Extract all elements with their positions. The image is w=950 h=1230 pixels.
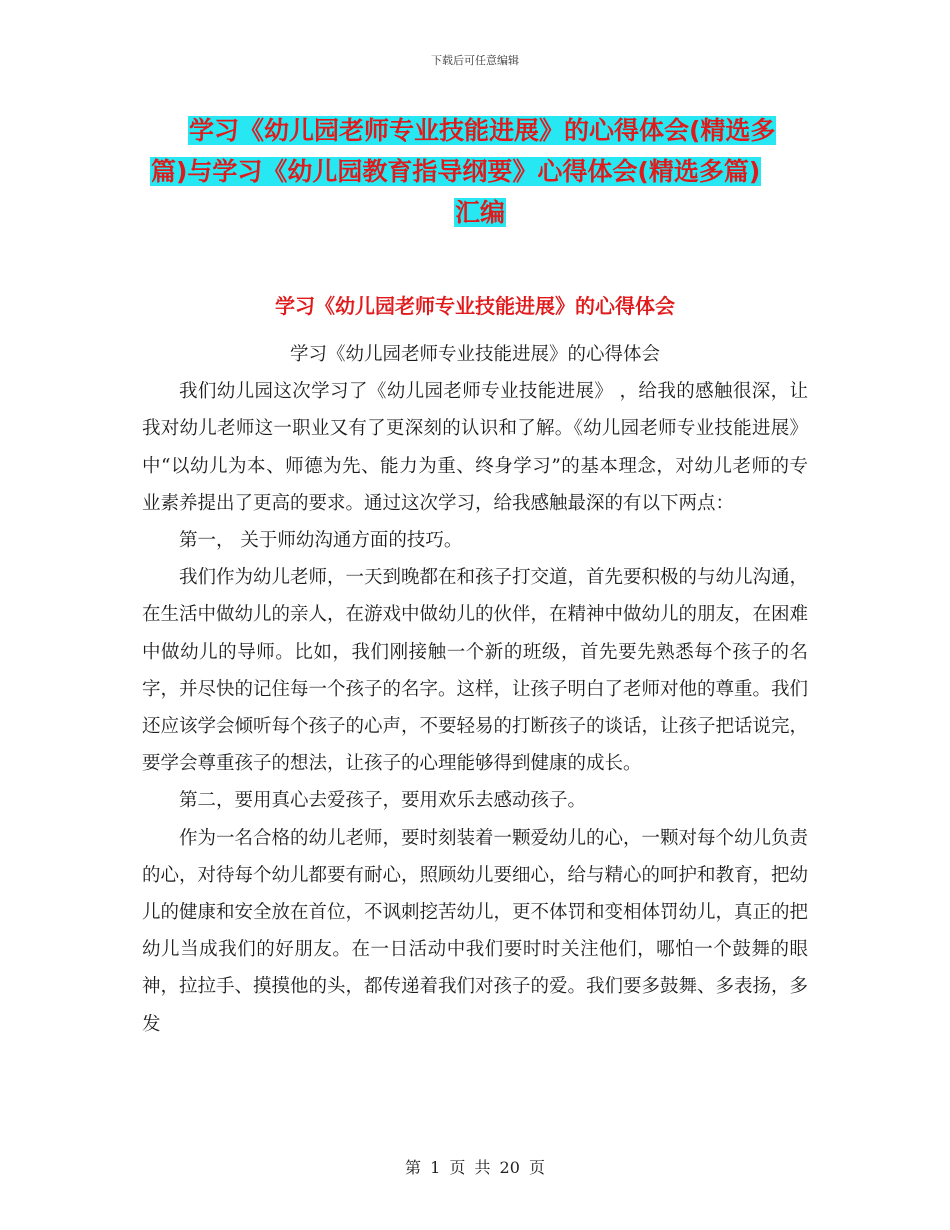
- paragraph: 第一， 关于师幼沟通方面的技巧。: [179, 530, 463, 552]
- section-title: 学习《幼儿园老师专业技能进展》的心得体会: [275, 294, 675, 318]
- title-line-1-text: 学习《幼儿园老师专业技能进展》的心得体会(精选多: [189, 116, 776, 145]
- title-line-3-text: 汇编: [454, 198, 505, 227]
- paragraph: 作为一名合格的幼儿老师，要时刻装着一颗爱幼儿的心，一颗对每个幼儿负责的心，对待每个幼儿都要有耐心，照顾幼儿要细心，给与精心的呵护和教育，把幼儿的健康和安全放在首位，不讽刺挖苦幼儿，更不体罚和变相体罚幼儿，真正的把幼儿当成我们的好朋友。在一日活动中我们要时时关注他们，哪怕一个鼓舞的眼神，拉拉手、摸摸他的头，都传递着我们对孩子的爱。我们要多鼓舞、多表扬，多发: [142, 827, 809, 1035]
- title-line-1: [150, 110, 810, 151]
- paragraph: 第二，要用真心去爱孩子，要用欢乐去感动孩子。: [179, 790, 587, 812]
- page-footer: 第 1 页 共 20 页: [405, 1158, 545, 1177]
- title-line-2-text: 篇)与学习《幼儿园教育指导纲要》心得体会(精选多篇): [151, 157, 761, 186]
- header-note: 下载后可任意编辑: [431, 54, 519, 67]
- paragraph: 我们作为幼儿老师，一天到晚都在和孩子打交道，首先要积极的与幼儿沟通，在生活中做幼儿的亲人，在游戏中做幼儿的伙伴，在精神中做幼儿的朋友，在困难中做幼儿的导师。比如，我们刚接触一个新的班级，首先要先熟悉每个孩子的名字，并尽快的记住每一个孩子的名字。这样，让孩子明白了老师对他的尊重。我们还应该学会倾听每个孩子的心声，不要轻易的打断孩子的谈话，让孩子把话说完，要学会尊重孩子的想法，让孩子的心理能够得到健康的成长。: [142, 567, 809, 775]
- document-title: [150, 110, 810, 233]
- title-line-3: [150, 192, 810, 233]
- document-body: [142, 336, 808, 1043]
- subtitle: 学习《幼儿园老师专业技能进展》的心得体会: [289, 344, 660, 365]
- title-line-2: [150, 151, 810, 192]
- paragraph: 我们幼儿园这次学习了《幼儿园老师专业技能进展》 ，给我的感触很深，让我对幼儿老师这一职业又有了更深刻的认识和了解。《幼儿园老师专业技能进展》中“以幼儿为本、师德为先、能力为重、终身学习”的基本理念，对幼儿老师的专业素养提出了更高的要求。通过这次学习，给我感触最深的有以下两点：: [142, 381, 808, 514]
